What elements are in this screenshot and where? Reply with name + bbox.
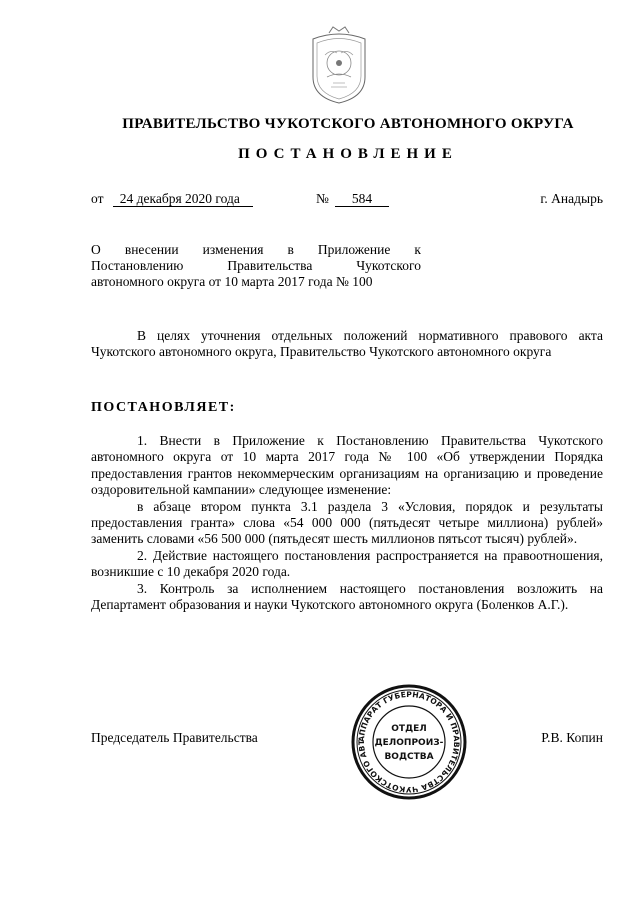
svg-text:ВОДСТВА: ВОДСТВА — [384, 752, 434, 762]
decree-item: 3. Контроль за исполнением настоящего постановления возложить на Департамент образования и науки Чукотского автономного округа (Боленков А.Г.). — [91, 580, 603, 613]
signer-name: Р.В. Копин — [541, 730, 603, 745]
decree-item: 2. Действие настоящего постановления распространяется на правоотношения, возникшие с 10 декабря 2020 года. — [91, 547, 603, 580]
organization-title: ПРАВИТЕЛЬСТВО ЧУКОТСКОГО АВТОНОМНОГО ОКРУГА — [122, 116, 574, 132]
signer-position: Председатель Правительства — [91, 730, 258, 745]
document-meta — [91, 191, 603, 211]
date-prefix: от — [91, 191, 104, 206]
decree-item: в абзаце втором пункта 3.1 раздела 3 «Условия, порядок и результаты предоставления гранта» слова «54 000 000 (пятьдесят четыре миллиона) рублей» заменить словами «56 500 000 (пятьдесят шесть миллионов пятьсот тысяч) рублей». — [91, 498, 603, 547]
number-prefix: № — [316, 191, 329, 206]
preamble: В целях уточнения отдельных положений нормативного правового акта Чукотского автономного округа, Правительство Чукотского автономного округа — [91, 328, 603, 360]
subject-line: автономного округа от 10 марта 2017 года № 100 — [91, 274, 373, 289]
decree-item: 1. Внести в Приложение к Постановлению Правительства Чукотского автономного округа от 10 марта 2017 года № 100 «Об утверждении Порядка предоставления грантов некоммерческим организациям на организацию и проведение оздоровительной кампании» следующее изменение: — [91, 433, 603, 498]
document-subject — [91, 242, 421, 290]
coat-of-arms-icon — [303, 25, 375, 107]
subject-line: О внесении изменения в Приложение к — [91, 242, 421, 257]
decree-items — [91, 433, 603, 613]
svg-text:АППАРАТ ГУБЕРНАТОРА И ПРАВИТЕЛ: АППАРАТ ГУБЕРНАТОРА И ПРАВИТЕЛЬСТВА ЧУКОТСКОГО АВТ — [356, 689, 462, 795]
svg-text:ОТДЕЛ: ОТДЕЛ — [391, 724, 427, 734]
document-city: г. Анадырь — [540, 191, 603, 206]
document-number: 584 — [335, 191, 389, 207]
document-date: 24 декабря 2020 года — [113, 191, 253, 207]
subject-line: Постановлению Правительства Чукотского — [91, 258, 421, 273]
office-stamp-icon — [350, 683, 468, 801]
decree-heading: ПОСТАНОВЛЯЕТ: — [91, 400, 236, 415]
svg-text:ДЕЛОПРОИЗ-: ДЕЛОПРОИЗ- — [374, 738, 444, 748]
document-type: ПОСТАНОВЛЕНИЕ — [238, 146, 458, 162]
